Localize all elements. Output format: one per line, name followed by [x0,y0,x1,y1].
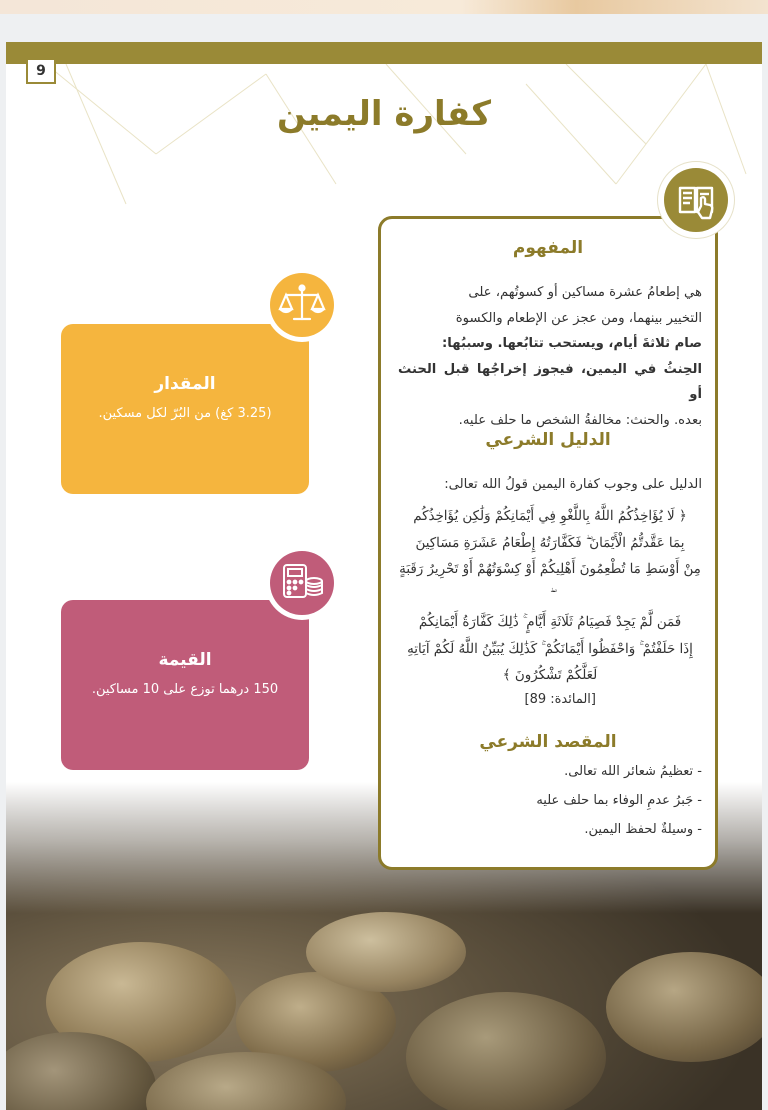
value-card [61,600,309,770]
calculator-coins-icon [270,551,334,615]
verse-line: مِنْ أَوْسَطِ مَا تُطْعِمُونَ أَهْلِيكُمْ أَوْ كِسْوَتُهُمْ أَوْ تَحْرِيرُ رَقَبَةٍ [399,562,701,577]
value-title: القيمة [158,650,212,670]
top-strip [0,0,768,14]
concept-line: التخيير بينهما، ومن عجز عن الإطعام والكسوة [455,310,702,326]
verse-line: فَمَن لَّمْ يَجِدْ فَصِيَامُ ثَلَاثَةِ أَيَّامٍ ۚ ذَٰلِكَ كَفَّارَةُ أَيْمَانِكُمْ [418,615,682,630]
decorative-lines [6,64,762,214]
page-title: كفارة اليمين [276,94,492,134]
verse-line: بِمَا عَقَّدتُّمُ الْأَيْمَانَ ۖ فَكَفَّارَتُهُ إِطْعَامُ عَشَرَةِ مَسَاكِينَ [415,535,685,551]
concept-badge [658,162,734,238]
book-hand-icon [664,168,728,232]
verse-line: ﴿ لَا يُؤَاخِذُكُمُ اللَّهُ بِاللَّغْوِ فِي أَيْمَانِكُمْ وَلَٰكِن يُؤَاخِذُكُم [413,509,687,524]
purpose-item: - وسيلةٌ لحفظ اليمين. [584,822,702,837]
verse-reference: [المائدة: 89] [524,692,596,707]
concept-line: هي إطعامُ عشرة مساكين أو كسوتُهم، على [468,285,702,300]
verse-line: لَعَلَّكُمْ تَشْكُرُونَ ﴾ [502,668,598,683]
purpose-item: - جَبرُ عدمِ الوفاء بما حلف عليه [536,793,702,808]
amount-card [61,324,309,494]
purpose-item: - تعظيمُ شعائر الله تعالى. [564,764,702,779]
concept-line: صام ثلاثةَ أيام، ويستحب تتابُعها. وسببُها: [442,336,702,351]
value-badge [265,546,339,620]
purpose-title: المقصد الشرعي [479,732,617,752]
concept-line: بعده. والحنث: مخالفةُ الشخص ما حلف عليه. [458,412,702,428]
evidence-title: الدليل الشرعي [485,430,611,450]
value-text: 150 درهما توزع على 10 مساكين. [91,682,279,697]
verse-line: إِذَا حَلَفْتُمْ ۚ وَاحْفَظُوا أَيْمَانَكُمْ ۚ كَذَٰلِكَ يُبَيِّنُ اللَّهُ لَكُمْ آيَاتِهِ [407,641,693,657]
page [6,42,762,1110]
amount-text: (3.25 كغ) من البُرّ لكل مسكين. [98,406,272,421]
amount-title: المقدار [154,374,216,394]
evidence-intro: الدليل على وجوب كفارة اليمين قولُ الله تعالى: [444,477,702,492]
amount-badge [265,268,339,342]
quran-verse [398,504,702,690]
header-bar [6,42,762,64]
concept-text [398,280,702,433]
scale-icon [270,273,334,337]
concept-title: المفهوم [512,238,584,258]
concept-line: الحِنثُ في اليمين، فيجوز إخراجُها قبل الحنث أو [398,361,702,402]
page-number: 9 [26,58,56,84]
